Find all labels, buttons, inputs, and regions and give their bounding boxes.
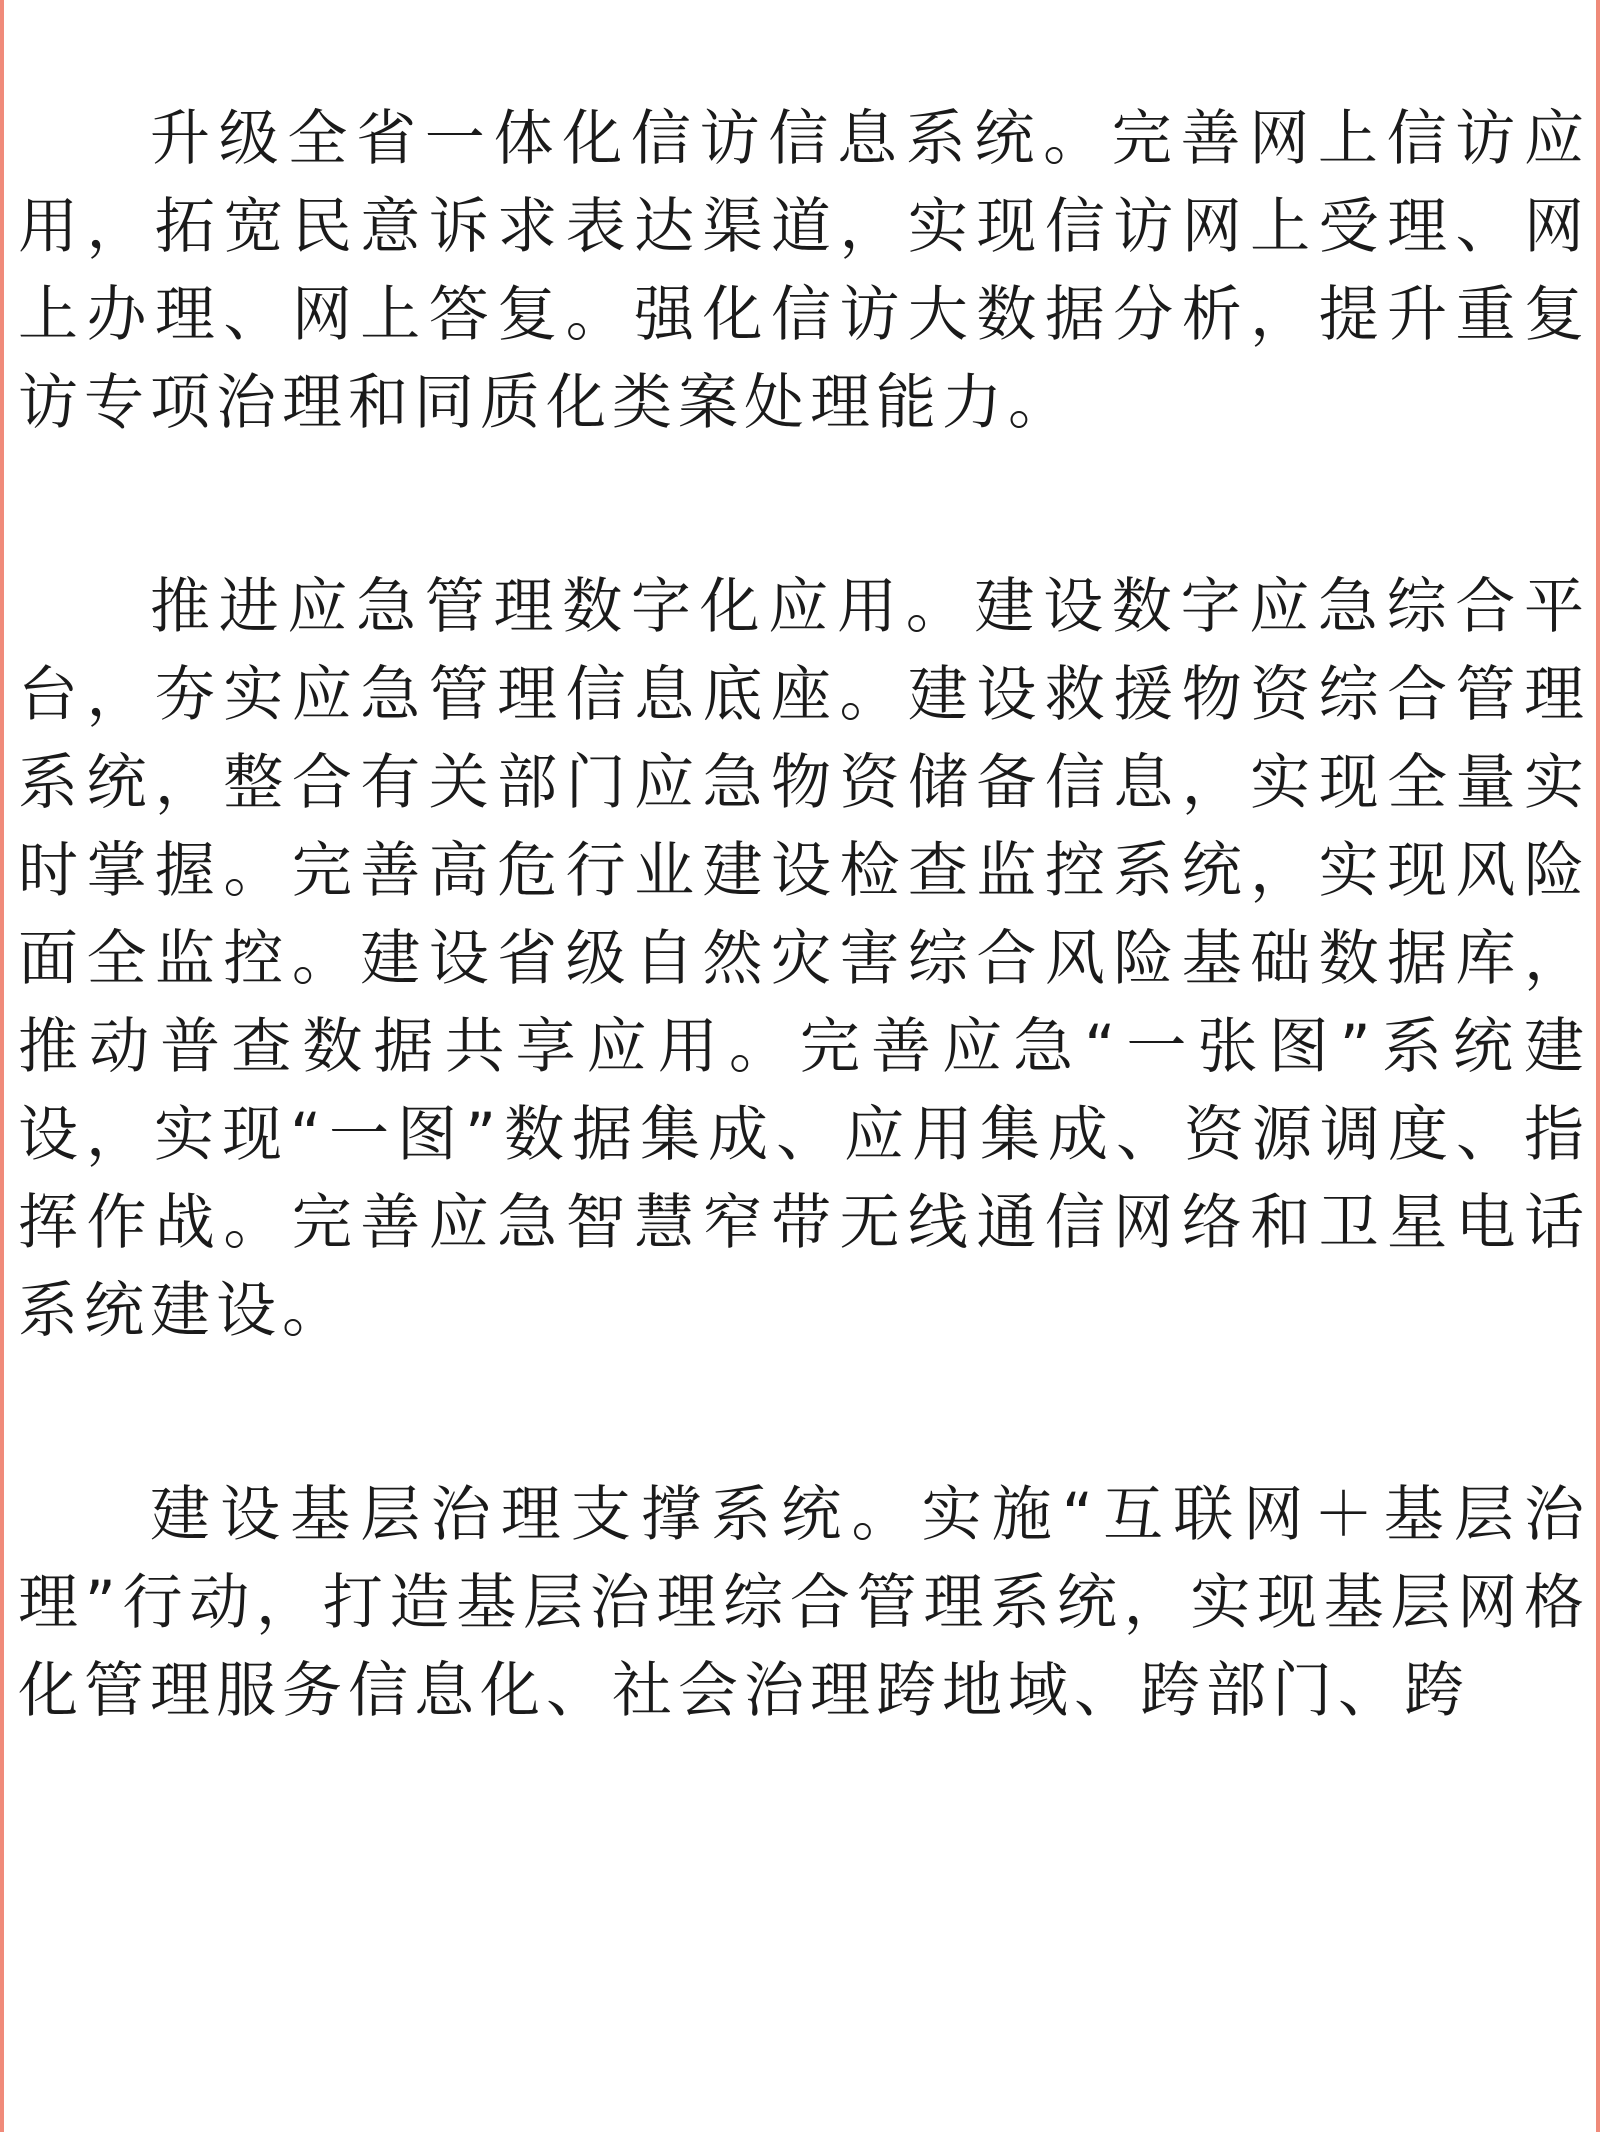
document-body — [18, 95, 1590, 1851]
paragraph-emergency-management: 推进应急管理数字化应用。建设数字应急综合平台，夯实应急管理信息底座。建设救援物资综合管理系统，整合有关部门应急物资储备信息，实现全量实时掌握。完善高危行业建设检查监控系统，实现风险面全监控。建设省级自然灾害综合风险基础数据库，推动普查数据共享应用。完善应急“一张图”系统建设，实现“一图”数据集成、应用集成、资源调度、指挥作战。完善应急智慧窄带无线通信网络和卫星电话系统建设。 — [18, 572, 1590, 1346]
paragraph-grassroots-governance: 建设基层治理支撑系统。实施“互联网＋基层治理”行动，打造基层治理综合管理系统，实现基层网格化管理服务信息化、社会治理跨地域、跨部门、跨 — [18, 1480, 1590, 1726]
paragraph-petition-system: 升级全省一体化信访信息系统。完善网上信访应用，拓宽民意诉求表达渠道，实现信访网上受理、网上办理、网上答复。强化信访大数据分析，提升重复访专项治理和同质化类案处理能力。 — [18, 104, 1590, 438]
